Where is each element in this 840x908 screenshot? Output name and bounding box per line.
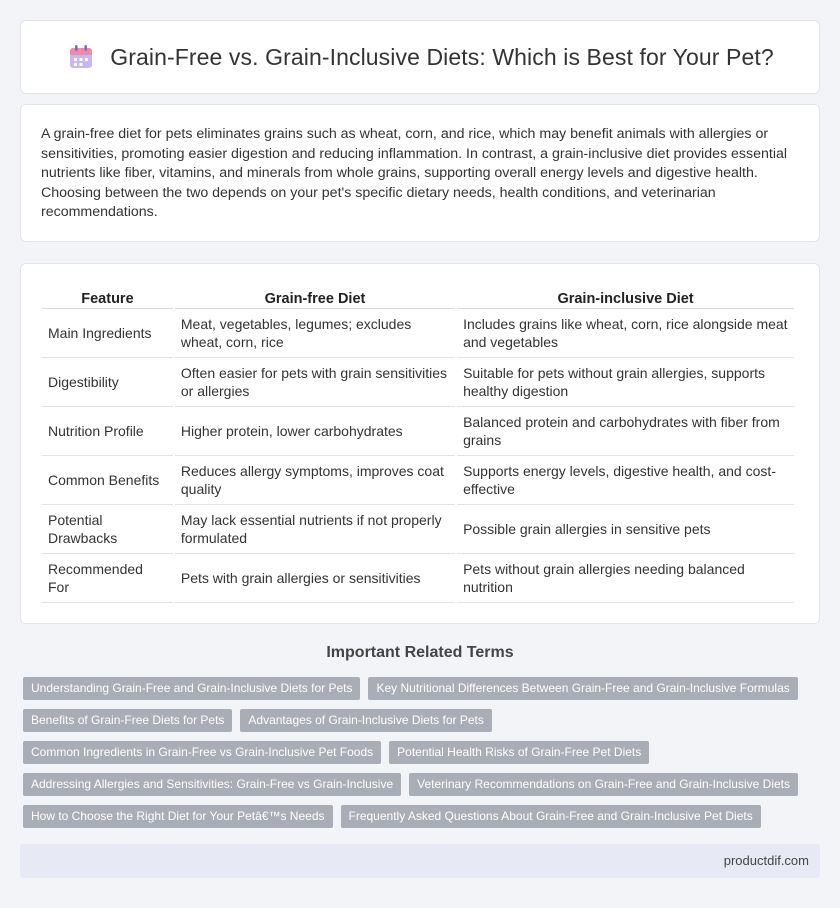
grain-inclusive-cell: Possible grain allergies in sensitive pets bbox=[457, 505, 794, 554]
tag-row bbox=[23, 773, 813, 796]
grain-free-cell: Meat, vegetables, legumes; excludes wheat, corn, rice bbox=[175, 309, 455, 358]
related-term-tag[interactable]: Key Nutritional Differences Between Grain-Free and Grain-Inclusive Formulas bbox=[368, 677, 797, 700]
table-header-row bbox=[42, 286, 794, 309]
related-term-tag[interactable]: Benefits of Grain-Free Diets for Pets bbox=[23, 709, 232, 732]
header-inner bbox=[66, 42, 774, 72]
intro-card bbox=[20, 104, 820, 242]
grain-free-cell: May lack essential nutrients if not properly formulated bbox=[175, 505, 455, 554]
related-term-tag[interactable]: Common Ingredients in Grain-Free vs Grain-Inclusive Pet Foods bbox=[23, 741, 381, 764]
column-header-grain-free: Grain-free Diet bbox=[175, 286, 455, 309]
related-term-tag[interactable]: Veterinary Recommendations on Grain-Free and Grain-Inclusive Diets bbox=[409, 773, 798, 796]
header-card bbox=[20, 20, 820, 94]
table-row bbox=[42, 309, 794, 358]
related-term-tag[interactable]: How to Choose the Right Diet for Your Petâ€™s Needs bbox=[23, 805, 333, 828]
grain-free-cell: Higher protein, lower carbohydrates bbox=[175, 407, 455, 456]
related-term-tag[interactable]: Advantages of Grain-Inclusive Diets for Pets bbox=[240, 709, 491, 732]
table-row bbox=[42, 456, 794, 505]
intro-paragraph: A grain-free diet for pets eliminates grains such as wheat, corn, and rice, which may benefit animals with allergies or sensitivities, promoting easier digestion and reducing inflammation. In contrast, a grain-inclusive diet provides essential nutrients like fiber, vitamins, and minerals from whole grains, supporting overall energy levels and digestive health. Choosing between the two depends on your pet's specific dietary needs, health conditions, and veterinarian recommendations. bbox=[41, 126, 788, 221]
column-header-grain-inclusive: Grain-inclusive Diet bbox=[457, 286, 794, 309]
comparison-table-card bbox=[20, 263, 820, 624]
feature-cell: Recommended For bbox=[42, 554, 173, 603]
table-row bbox=[42, 358, 794, 407]
table-row bbox=[42, 505, 794, 554]
feature-cell: Digestibility bbox=[42, 358, 173, 407]
grain-inclusive-cell: Includes grains like wheat, corn, rice alongside meat and vegetables bbox=[457, 309, 794, 358]
related-term-tag[interactable]: Addressing Allergies and Sensitivities: Grain-Free vs Grain-Inclusive bbox=[23, 773, 401, 796]
grain-inclusive-cell: Pets without grain allergies needing balanced nutrition bbox=[457, 554, 794, 603]
related-term-tag[interactable]: Frequently Asked Questions About Grain-Free and Grain-Inclusive Pet Diets bbox=[341, 805, 761, 828]
feature-cell: Common Benefits bbox=[42, 456, 173, 505]
page-title: Grain-Free vs. Grain-Inclusive Diets: Which is Best for Your Pet? bbox=[110, 43, 774, 70]
column-header-feature: Feature bbox=[42, 286, 173, 309]
grain-free-cell: Reduces allergy symptoms, improves coat quality bbox=[175, 456, 455, 505]
related-terms-title: Important Related Terms bbox=[326, 644, 514, 661]
grain-inclusive-cell: Balanced protein and carbohydrates with fiber from grains bbox=[457, 407, 794, 456]
related-terms-list bbox=[23, 677, 813, 837]
grain-inclusive-cell: Supports energy levels, digestive health, and cost-effective bbox=[457, 456, 794, 505]
related-term-tag[interactable]: Understanding Grain-Free and Grain-Inclusive Diets for Pets bbox=[23, 677, 360, 700]
table-row bbox=[42, 554, 794, 603]
footer bbox=[20, 844, 820, 878]
grain-free-cell: Often easier for pets with grain sensitivities or allergies bbox=[175, 358, 455, 407]
table-row bbox=[42, 407, 794, 456]
related-term-tag[interactable]: Potential Health Risks of Grain-Free Pet Diets bbox=[389, 741, 649, 764]
tag-row bbox=[23, 805, 813, 828]
calendar-icon bbox=[66, 42, 96, 72]
tag-row bbox=[23, 709, 813, 732]
feature-cell: Nutrition Profile bbox=[42, 407, 173, 456]
tag-row bbox=[23, 677, 813, 700]
feature-cell: Main Ingredients bbox=[42, 309, 173, 358]
footer-site-name: productdif.com bbox=[723, 853, 809, 868]
tag-row bbox=[23, 741, 813, 764]
grain-free-cell: Pets with grain allergies or sensitivities bbox=[175, 554, 455, 603]
comparison-table bbox=[40, 286, 796, 603]
feature-cell: Potential Drawbacks bbox=[42, 505, 173, 554]
grain-inclusive-cell: Suitable for pets without grain allergies, supports healthy digestion bbox=[457, 358, 794, 407]
